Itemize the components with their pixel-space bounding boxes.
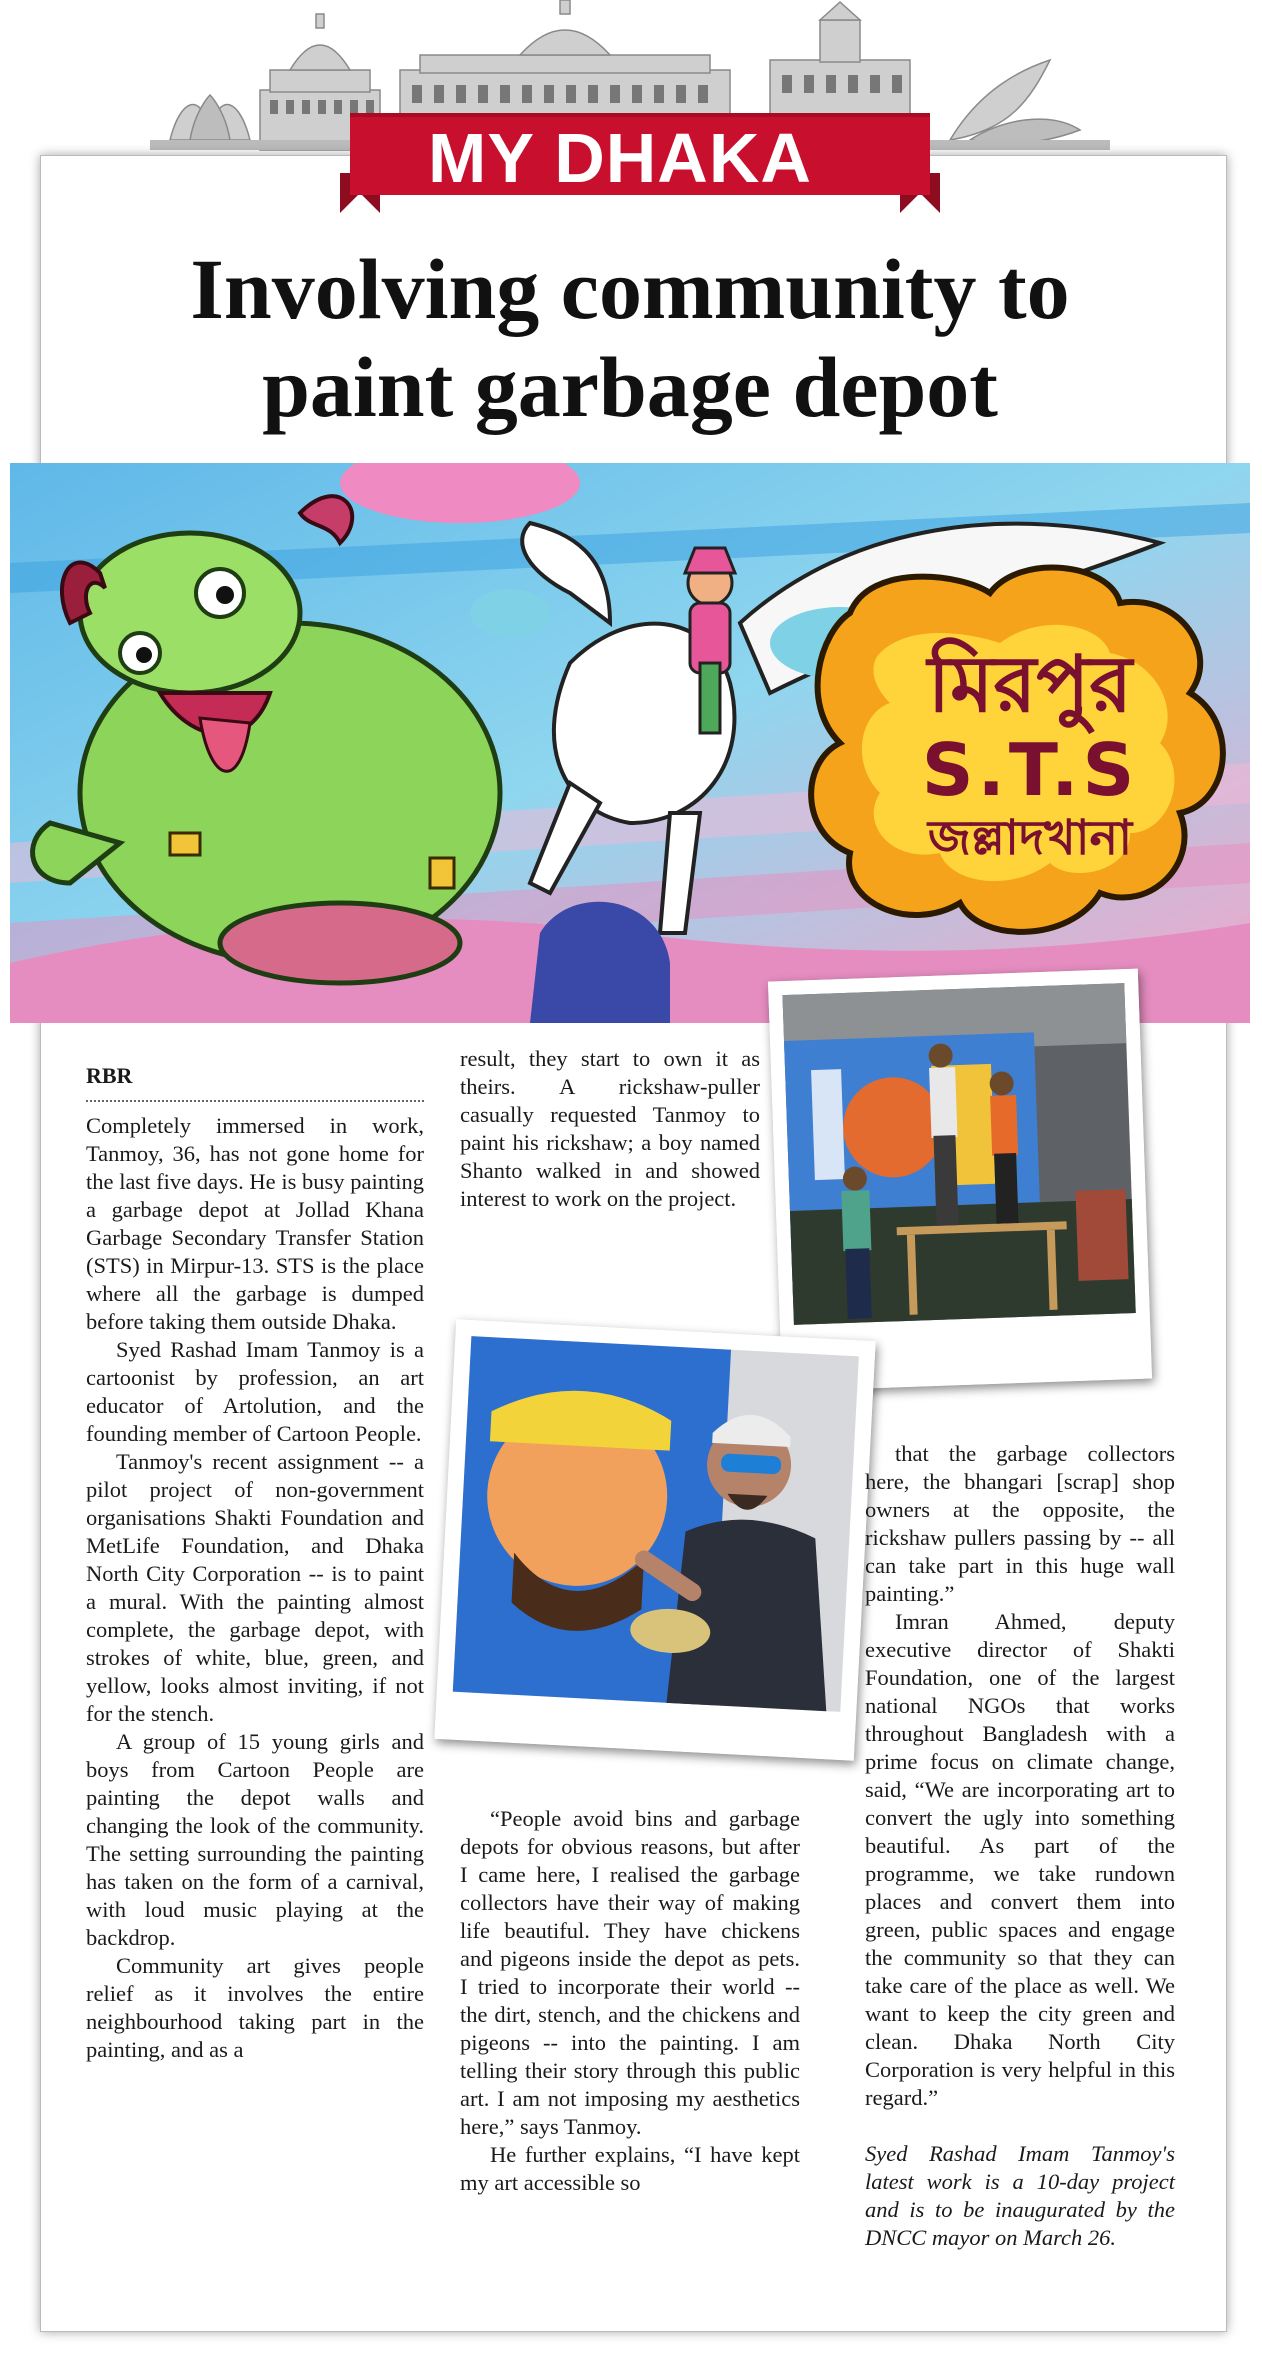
paragraph: Syed Rashad Imam Tanmoy is a cartoonist by profession, an art educator of Artolution, and the founding member of Cartoon People. — [86, 1337, 424, 1446]
mural-sign-text — [850, 640, 1210, 866]
author-note: Syed Rashad Imam Tanmoy's latest work is a 10-day project and is to be inaugurated by the DNCC mayor on March 26. — [865, 2141, 1175, 2250]
article-column-1 — [86, 1112, 424, 2064]
headline-line-1: Involving community to — [190, 241, 1070, 337]
paragraph: result, they start to own it as theirs. A rickshaw-puller casually requested Tanmoy to paint his rickshaw; a boy named Shanto walked in and showed interest to work on the project. — [460, 1046, 760, 1211]
article-column-2-bottom — [460, 1805, 800, 2197]
paragraph: “People avoid bins and garbage depots for obvious reasons, but after I came here, I realised the garbage collectors have their way of making life beautiful. They have chickens and pigeons inside the depot as pets. I tried to incorporate their world -- the dirt, stench, and the chickens and pigeons -- into the painting. I am telling their story through this public art. I am not imposing my aesthetics here,” says Tanmoy. — [460, 1806, 800, 2139]
headline-line-2: paint garbage depot — [262, 339, 998, 435]
byline: RBR — [86, 1063, 133, 1088]
paragraph: A group of 15 young girls and boys from Cartoon People are painting the depot walls and changing the look of the community. The setting surrounding the painting has taken on the form of a carnival, with loud music playing at the backdrop. — [86, 1729, 424, 1950]
article-column-2-top — [460, 1045, 760, 1213]
paragraph: Tanmoy's recent assignment -- a pilot project of non-government organisations Shakti Foundation and MetLife Foundation, and Dhaka North City Corporation -- is to paint a mural. With the painting almost complete, the garbage depot, with strokes of white, blue, green, and yellow, looks almost inviting, if not for the stench. — [86, 1449, 424, 1726]
article-column-3 — [865, 1440, 1175, 2252]
sign-line-3: জল্লাদখানা — [927, 810, 1133, 866]
photo-painters-on-scaffold — [768, 969, 1152, 1392]
byline-divider — [86, 1100, 424, 1102]
paragraph: Completely immersed in work, Tanmoy, 36, has not gone home for the last five days. He is busy painting a garbage depot at Jollad Khana Garbage Secondary Transfer Station (STS) in Mirpur-13. STS is the place where all the garbage is dumped before taking them outside Dhaka. — [86, 1113, 424, 1334]
photo-artist-tanmoy-painting — [434, 1319, 875, 1760]
paragraph: that the garbage collectors here, the bhangari [scrap] shop owners at the opposite, the rickshaw pullers passing by -- all can take part in this huge wall painting.” — [865, 1441, 1175, 1606]
sign-line-2: S.T.S — [921, 728, 1139, 812]
article-headline — [60, 240, 1200, 436]
paragraph: Community art gives people relief as it involves the entire neighbourhood taking part in the painting, and as a — [86, 1953, 424, 2062]
paragraph: Imran Ahmed, deputy executive director of Shakti Foundation, one of the largest national NGOs that works throughout Bangladesh with a prime focus on climate change, said, “We are incorporating art to convert the ugly into something beautiful. As part of the programme, we take rundown places and convert them into green, public spaces and engage the community so that they can take care of the place as well. We want to keep the city green and clean. Dhaka North City Corporation is very helpful in this regard.” — [865, 1609, 1175, 2110]
paragraph: He further explains, “I have kept my art accessible so — [460, 2142, 800, 2195]
sign-line-1: মিরপুর — [927, 640, 1133, 730]
section-label: MY DHAKA — [428, 119, 812, 197]
